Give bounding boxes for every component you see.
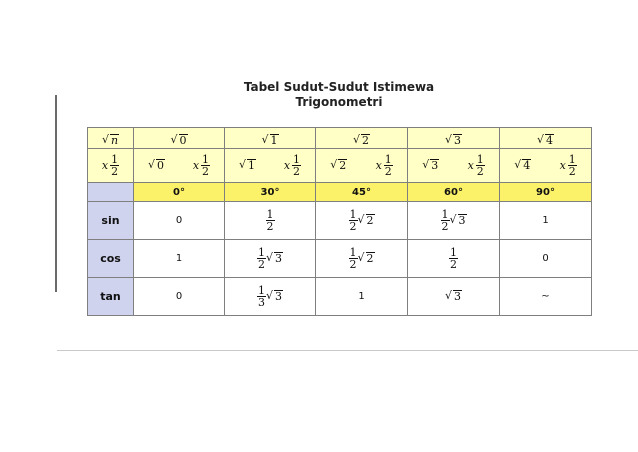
tan-60: √ 3 xyxy=(408,278,500,316)
cos-label: cos xyxy=(88,240,134,278)
sin-row xyxy=(88,202,592,240)
left-margin-bar xyxy=(55,95,57,292)
cos-0: 1 xyxy=(134,240,225,278)
tan-90: ~ xyxy=(500,278,592,316)
angle-header-row xyxy=(88,183,592,202)
trig-table xyxy=(87,127,592,316)
angle-90: 90° xyxy=(500,183,592,202)
mult-cell-1: √ 1 x 1 2 xyxy=(225,149,316,183)
bottom-divider xyxy=(57,350,638,351)
root-header-row xyxy=(88,128,592,149)
mult-cell-2: √ 2 x 1 2 xyxy=(316,149,408,183)
angle-45: 45° xyxy=(316,183,408,202)
tan-0: 0 xyxy=(134,278,225,316)
sin-60: $\frac{1}{2}$ √ 3 xyxy=(408,202,500,240)
corner-cell xyxy=(88,183,134,202)
mult-cell-3: √ 3 x 1 2 xyxy=(408,149,500,183)
root-cell-2: √ 2 xyxy=(316,128,408,149)
tan-row xyxy=(88,278,592,316)
mult-label-cell: x 1 2 xyxy=(88,149,134,183)
multiply-half-row xyxy=(88,149,592,183)
tan-30: $\frac{1}{3}$ √ 3 xyxy=(225,278,316,316)
sin-90: 1 xyxy=(500,202,592,240)
cos-row xyxy=(88,240,592,278)
root-cell-1: √ 1 xyxy=(225,128,316,149)
cos-45: $\frac{1}{2}$ √ 2 xyxy=(316,240,408,278)
angle-60: 60° xyxy=(408,183,500,202)
root-cell-0: √ 0 xyxy=(134,128,225,149)
angle-30: 30° xyxy=(225,183,316,202)
title-line-2: Trigonometri xyxy=(295,95,383,109)
tan-45: 1 xyxy=(316,278,408,316)
mult-cell-0: √ 0 x 1 2 xyxy=(134,149,225,183)
cos-90: 0 xyxy=(500,240,592,278)
mult-cell-4: √ 4 x 1 2 xyxy=(500,149,592,183)
cos-30: $\frac{1}{2}$ √ 3 xyxy=(225,240,316,278)
sin-30: $\frac{1}{2}$ xyxy=(225,202,316,240)
tan-label: tan xyxy=(88,278,134,316)
sin-label: sin xyxy=(88,202,134,240)
angle-0: 0° xyxy=(134,183,225,202)
cos-60: $\frac{1}{2}$ xyxy=(408,240,500,278)
root-n-cell: √ n xyxy=(88,128,134,149)
root-cell-3: √ 3 xyxy=(408,128,500,149)
sin-0: 0 xyxy=(134,202,225,240)
sin-45: $\frac{1}{2}$ √ 2 xyxy=(316,202,408,240)
table-title xyxy=(88,80,590,110)
title-line-1: Tabel Sudut-Sudut Istimewa xyxy=(243,80,435,94)
root-cell-4: √ 4 xyxy=(500,128,592,149)
